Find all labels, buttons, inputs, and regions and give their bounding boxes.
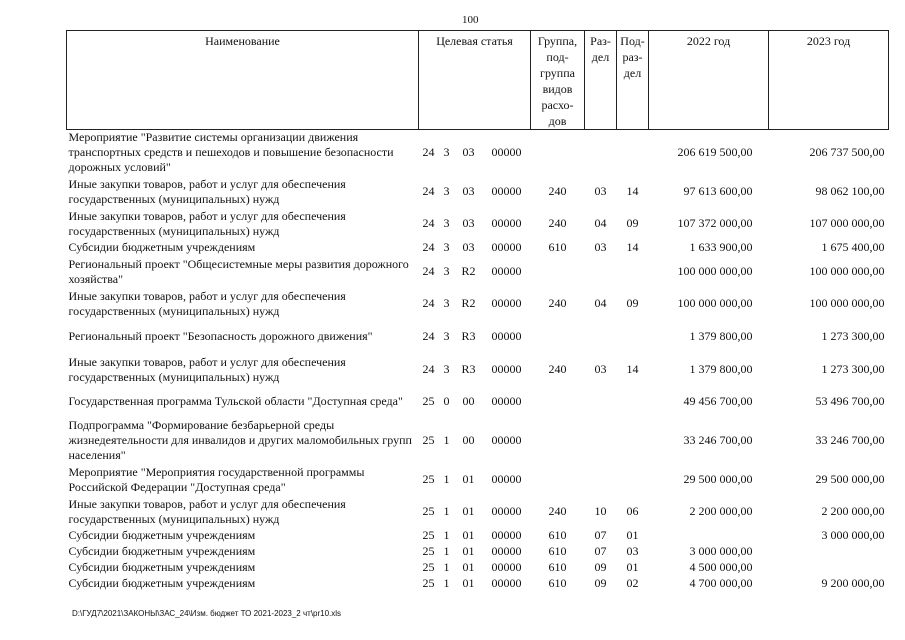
expense-group bbox=[531, 386, 585, 418]
podrazdel-code bbox=[617, 130, 649, 176]
razdel-code bbox=[585, 320, 617, 354]
row-name: Региональный проект "Общесистемные меры развития дорожного хозяйства" bbox=[68, 256, 409, 286]
table-row bbox=[67, 464, 889, 496]
target-code-direction: 00000 bbox=[491, 264, 522, 278]
table-row bbox=[67, 418, 889, 464]
target-code-event: 01 bbox=[462, 560, 475, 574]
target-code-program: 24 bbox=[422, 184, 435, 198]
table-header-row bbox=[67, 31, 889, 130]
podrazdel-code: 14 bbox=[626, 184, 639, 198]
razdel-code bbox=[585, 464, 617, 496]
table-row bbox=[67, 354, 889, 386]
table-row bbox=[67, 528, 889, 544]
podrazdel-code: 14 bbox=[626, 240, 639, 254]
target-code-direction: 00000 bbox=[491, 560, 522, 574]
podrazdel-code: 06 bbox=[626, 504, 639, 518]
razdel-code bbox=[585, 130, 617, 176]
table-row bbox=[67, 496, 889, 528]
target-code-direction: 00000 bbox=[491, 394, 522, 408]
podrazdel-code bbox=[617, 464, 649, 496]
table-row bbox=[67, 320, 889, 354]
amount-2022: 4 700 000,00 bbox=[689, 576, 753, 590]
table-row bbox=[67, 386, 889, 418]
expense-group bbox=[531, 464, 585, 496]
target-code-subprogram: 3 bbox=[443, 329, 450, 343]
amount-2023: 98 062 100,00 bbox=[815, 184, 885, 198]
target-code-event: 01 bbox=[462, 576, 475, 590]
row-name: Мероприятие "Мероприятия государственной программы Российской Федерации "Доступная среда" bbox=[68, 464, 365, 494]
row-name: Иные закупки товаров, работ и услуг для обеспечения государственных (муниципальных) нужд bbox=[68, 288, 346, 318]
target-code-program: 25 bbox=[422, 560, 435, 574]
razdel-code bbox=[585, 256, 617, 288]
target-code-program: 25 bbox=[422, 472, 435, 486]
target-code-program: 25 bbox=[422, 576, 435, 590]
amount-2023: 53 496 700,00 bbox=[815, 394, 885, 408]
target-code-program: 24 bbox=[422, 240, 435, 254]
razdel-code: 03 bbox=[594, 240, 607, 254]
row-name: Иные закупки товаров, работ и услуг для обеспечения государственных (муниципальных) нужд bbox=[68, 208, 346, 238]
target-code-direction: 00000 bbox=[491, 216, 522, 230]
amount-2023: 29 500 000,00 bbox=[815, 472, 885, 486]
header-podrazdel: Под- раз- дел bbox=[617, 31, 649, 130]
target-code-direction: 00000 bbox=[491, 240, 522, 254]
razdel-code: 04 bbox=[594, 296, 607, 310]
row-name: Иные закупки товаров, работ и услуг для обеспечения государственных (муниципальных) нужд bbox=[68, 176, 346, 206]
amount-2022: 33 246 700,00 bbox=[683, 433, 753, 447]
target-code-program: 24 bbox=[422, 145, 435, 160]
target-code-program: 24 bbox=[422, 296, 435, 310]
razdel-code: 03 bbox=[594, 184, 607, 198]
podrazdel-code: 09 bbox=[626, 216, 639, 230]
table-row bbox=[67, 544, 889, 560]
target-code-event: 00 bbox=[462, 394, 475, 408]
target-code-direction: 00000 bbox=[491, 184, 522, 198]
expense-group: 240 bbox=[548, 216, 567, 230]
header-razdel: Раз- дел bbox=[585, 31, 617, 130]
razdel-code bbox=[585, 418, 617, 464]
podrazdel-code bbox=[617, 418, 649, 464]
table-row bbox=[67, 576, 889, 592]
row-name: Субсидии бюджетным учреждениям bbox=[68, 544, 256, 558]
target-code-event: 01 bbox=[462, 544, 475, 558]
amount-2023: 9 200 000,00 bbox=[821, 576, 885, 590]
row-name: Субсидии бюджетным учреждениям bbox=[68, 576, 256, 590]
row-name: Иные закупки товаров, работ и услуг для обеспечения государственных (муниципальных) нужд bbox=[68, 496, 346, 526]
expense-group bbox=[531, 320, 585, 354]
razdel-code: 07 bbox=[594, 544, 607, 558]
target-code-subprogram: 0 bbox=[443, 394, 450, 408]
page-number: 100 bbox=[462, 14, 479, 26]
table-row bbox=[67, 288, 889, 320]
header-target-article: Целевая статья bbox=[419, 31, 531, 130]
target-code-event: 03 bbox=[462, 240, 475, 254]
amount-2022: 3 000 000,00 bbox=[689, 544, 753, 558]
target-code-direction: 00000 bbox=[491, 472, 522, 486]
table-row bbox=[67, 130, 889, 176]
amount-2023: 1 675 400,00 bbox=[821, 240, 885, 254]
target-code-direction: 00000 bbox=[491, 528, 522, 542]
amount-2022: 1 379 800,00 bbox=[689, 362, 753, 376]
target-code-subprogram: 1 bbox=[443, 576, 450, 590]
target-code-subprogram: 3 bbox=[443, 184, 450, 198]
amount-2023: 33 246 700,00 bbox=[815, 433, 885, 447]
target-code-direction: 00000 bbox=[491, 433, 522, 447]
header-name: Наименование bbox=[67, 31, 419, 130]
target-code-event: 01 bbox=[462, 504, 475, 518]
podrazdel-code bbox=[617, 386, 649, 418]
expense-group: 240 bbox=[548, 184, 567, 198]
target-code-subprogram: 1 bbox=[443, 544, 450, 558]
razdel-code: 10 bbox=[594, 504, 607, 518]
table-row bbox=[67, 256, 889, 288]
amount-2023: 3 000 000,00 bbox=[821, 528, 885, 542]
expense-group: 610 bbox=[548, 560, 567, 574]
target-code-event: 03 bbox=[462, 184, 475, 198]
target-code-event: R3 bbox=[461, 362, 476, 376]
target-code-subprogram: 3 bbox=[443, 362, 450, 376]
podrazdel-code: 01 bbox=[626, 560, 639, 574]
target-code-program: 24 bbox=[422, 362, 435, 376]
expense-group: 610 bbox=[548, 528, 567, 542]
target-code-event: R3 bbox=[461, 329, 476, 343]
target-code-event: 01 bbox=[462, 528, 475, 542]
amount-2022: 1 633 900,00 bbox=[689, 240, 753, 254]
amount-2023: 2 200 000,00 bbox=[821, 504, 885, 518]
target-code-subprogram: 1 bbox=[443, 528, 450, 542]
expense-group: 240 bbox=[548, 296, 567, 310]
table-row bbox=[67, 208, 889, 240]
target-code-program: 24 bbox=[422, 216, 435, 230]
razdel-code: 04 bbox=[594, 216, 607, 230]
target-code-subprogram: 3 bbox=[443, 296, 450, 310]
amount-2022: 107 372 000,00 bbox=[677, 216, 753, 230]
amount-2023: 100 000 000,00 bbox=[809, 296, 885, 310]
table-row bbox=[67, 176, 889, 208]
target-code-direction: 00000 bbox=[491, 296, 522, 310]
target-code-subprogram: 1 bbox=[443, 472, 450, 486]
budget-table bbox=[66, 30, 889, 592]
amount-2022: 4 500 000,00 bbox=[689, 560, 753, 574]
target-code-event: 03 bbox=[462, 145, 475, 160]
row-name: Субсидии бюджетным учреждениям bbox=[68, 560, 256, 574]
target-code-subprogram: 1 bbox=[443, 433, 450, 447]
amount-2022: 206 619 500,00 bbox=[677, 145, 753, 160]
podrazdel-code: 02 bbox=[626, 576, 639, 590]
razdel-code bbox=[585, 386, 617, 418]
row-name: Подпрограмма "Формирование безбарьерной среды жизнедеятельности для инвалидов и других маломобильных групп населения" bbox=[68, 418, 412, 462]
razdel-code: 09 bbox=[594, 560, 607, 574]
amount-2023 bbox=[769, 544, 889, 560]
target-code-subprogram: 3 bbox=[443, 264, 450, 278]
row-name: Мероприятие "Развитие системы организации движения транспортных средств и пешеходов и повышение безопасности дорожных условий" bbox=[68, 130, 394, 175]
header-year-2023: 2023 год bbox=[769, 31, 889, 130]
amount-2022: 49 456 700,00 bbox=[683, 394, 753, 408]
expense-group bbox=[531, 256, 585, 288]
target-code-program: 24 bbox=[422, 329, 435, 343]
file-path-footer: D:\ГУД7\2021\ЗАКОНЫ\ЗАС_24\Изм. бюджет ТО 2021-2023_2 чт\pr10.xls bbox=[72, 609, 342, 618]
razdel-code: 09 bbox=[594, 576, 607, 590]
amount-2023: 1 273 300,00 bbox=[821, 362, 885, 376]
target-code-direction: 00000 bbox=[491, 362, 522, 376]
podrazdel-code: 03 bbox=[626, 544, 639, 558]
podrazdel-code: 14 bbox=[626, 362, 639, 376]
expense-group: 610 bbox=[548, 240, 567, 254]
target-code-direction: 00000 bbox=[491, 504, 522, 518]
target-code-event: 01 bbox=[462, 472, 475, 486]
expense-group bbox=[531, 418, 585, 464]
target-code-program: 25 bbox=[422, 433, 435, 447]
target-code-subprogram: 3 bbox=[443, 240, 450, 254]
table-row bbox=[67, 560, 889, 576]
amount-2022: 97 613 600,00 bbox=[683, 184, 753, 198]
target-code-program: 25 bbox=[422, 528, 435, 542]
target-code-direction: 00000 bbox=[491, 329, 522, 343]
razdel-code: 03 bbox=[594, 362, 607, 376]
amount-2022: 29 500 000,00 bbox=[683, 472, 753, 486]
table-row bbox=[67, 240, 889, 256]
amount-2022: 100 000 000,00 bbox=[677, 264, 753, 278]
row-name: Региональный проект "Безопасность дорожного движения" bbox=[68, 329, 373, 343]
razdel-code: 07 bbox=[594, 528, 607, 542]
podrazdel-code bbox=[617, 320, 649, 354]
target-code-subprogram: 1 bbox=[443, 504, 450, 518]
amount-2023: 107 000 000,00 bbox=[809, 216, 885, 230]
target-code-subprogram: 3 bbox=[443, 145, 450, 160]
podrazdel-code: 01 bbox=[626, 528, 639, 542]
target-code-program: 25 bbox=[422, 394, 435, 408]
amount-2022: 100 000 000,00 bbox=[677, 296, 753, 310]
expense-group bbox=[531, 130, 585, 176]
amount-2023: 1 273 300,00 bbox=[821, 329, 885, 343]
target-code-program: 25 bbox=[422, 504, 435, 518]
row-name: Государственная программа Тульской области "Доступная среда" bbox=[68, 394, 403, 408]
header-year-2022: 2022 год bbox=[649, 31, 769, 130]
expense-group: 240 bbox=[548, 362, 567, 376]
row-name: Иные закупки товаров, работ и услуг для обеспечения государственных (муниципальных) нужд bbox=[68, 354, 346, 384]
target-code-subprogram: 1 bbox=[443, 560, 450, 574]
amount-2022: 1 379 800,00 bbox=[689, 329, 753, 343]
target-code-event: 03 bbox=[462, 216, 475, 230]
target-code-direction: 00000 bbox=[491, 544, 522, 558]
target-code-program: 24 bbox=[422, 264, 435, 278]
target-code-event: R2 bbox=[461, 264, 476, 278]
row-name: Субсидии бюджетным учреждениям bbox=[68, 240, 256, 254]
podrazdel-code: 09 bbox=[626, 296, 639, 310]
header-group: Группа, под- группа видов расхо- дов bbox=[531, 31, 585, 130]
target-code-direction: 00000 bbox=[491, 145, 522, 160]
expense-group: 610 bbox=[548, 544, 567, 558]
target-code-direction: 00000 bbox=[491, 576, 522, 590]
amount-2022: 2 200 000,00 bbox=[689, 504, 753, 518]
row-name: Субсидии бюджетным учреждениям bbox=[68, 528, 256, 542]
target-code-event: 00 bbox=[462, 433, 475, 447]
amount-2023: 206 737 500,00 bbox=[809, 145, 885, 160]
expense-group: 610 bbox=[548, 576, 567, 590]
target-code-event: R2 bbox=[461, 296, 476, 310]
podrazdel-code bbox=[617, 256, 649, 288]
amount-2023: 100 000 000,00 bbox=[809, 264, 885, 278]
amount-2022 bbox=[649, 528, 769, 544]
expense-group: 240 bbox=[548, 504, 567, 518]
amount-2023 bbox=[769, 560, 889, 576]
target-code-subprogram: 3 bbox=[443, 216, 450, 230]
target-code-program: 25 bbox=[422, 544, 435, 558]
